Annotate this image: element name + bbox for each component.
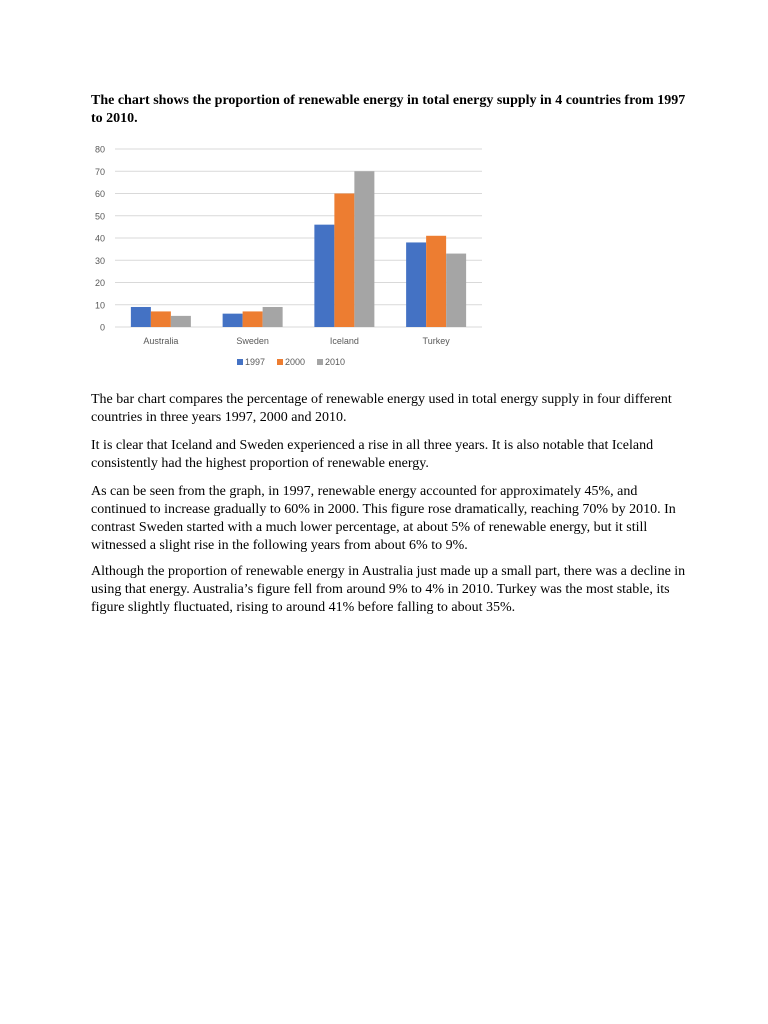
- paragraph-2: It is clear that Iceland and Sweden experienced a rise in all three years. It is also notable that Iceland consistently had the highest proportion of renewable energy.: [91, 438, 654, 471]
- bar-2010-iceland: [354, 171, 374, 327]
- y-tick-label: 50: [94, 211, 105, 222]
- bar-2010-australia: [171, 316, 191, 327]
- document-heading: The chart shows the proportion of renewable energy in total energy supply in 4 countries from 1997 to 2010.: [91, 93, 686, 126]
- x-category-label: Turkey: [422, 336, 450, 346]
- x-category-label: Iceland: [329, 336, 359, 346]
- bar-1997-sweden: [223, 314, 243, 327]
- legend-label: 2010: [325, 357, 346, 367]
- bar-2000-turkey: [426, 236, 446, 327]
- x-category-label: Sweden: [236, 336, 269, 346]
- y-tick-label: 0: [99, 322, 105, 333]
- y-tick-label: 10: [94, 300, 105, 311]
- bar-2000-iceland: [334, 194, 354, 328]
- bar-chart-svg: [85, 138, 495, 378]
- bar-2000-australia: [151, 311, 171, 327]
- paragraph-1: The bar chart compares the percentage of renewable energy used in total energy supply in four different countries in three years 1997, 2000 and 2010.: [91, 392, 672, 425]
- y-tick-label: 30: [94, 255, 105, 266]
- bar-2010-sweden: [263, 307, 283, 327]
- paragraph-3: As can be seen from the graph, in 1997, renewable energy accounted for approximately 45%, and continued to increase gradually to 60% in 2000. This figure rose dramatically, reaching 70% by 2010. In contrast Sweden started with a much lower percentage, at about 5% of renewable energy, but it still witnessed a slight rise in the following years from about 6% to 9%.: [91, 484, 676, 553]
- y-tick-label: 20: [94, 278, 105, 288]
- bar-chart: [85, 138, 495, 378]
- bar-2000-sweden: [243, 311, 263, 327]
- y-tick-label: 70: [94, 166, 105, 177]
- y-tick-label: 60: [94, 189, 105, 199]
- bar-1997-australia: [131, 307, 151, 327]
- bar-1997-turkey: [406, 242, 426, 327]
- bar-2010-turkey: [446, 254, 466, 327]
- legend-swatch-2000: [277, 359, 283, 365]
- legend-swatch-2010: [317, 359, 323, 365]
- y-tick-label: 40: [94, 233, 105, 244]
- bar-1997-iceland: [314, 225, 334, 327]
- legend-label: 1997: [245, 357, 266, 367]
- paragraph-4: Although the proportion of renewable energy in Australia just made up a small part, there was a decline in using that energy. Australia’s figure fell from around 9% to 4% in 2010. Turkey was the most stable, its figure slightly fluctuated, rising to around 41% before falling to about 35%.: [91, 564, 686, 615]
- legend-label: 2000: [285, 357, 306, 367]
- y-tick-label: 80: [94, 144, 105, 155]
- x-category-label: Australia: [143, 336, 179, 346]
- legend-swatch-1997: [237, 359, 243, 365]
